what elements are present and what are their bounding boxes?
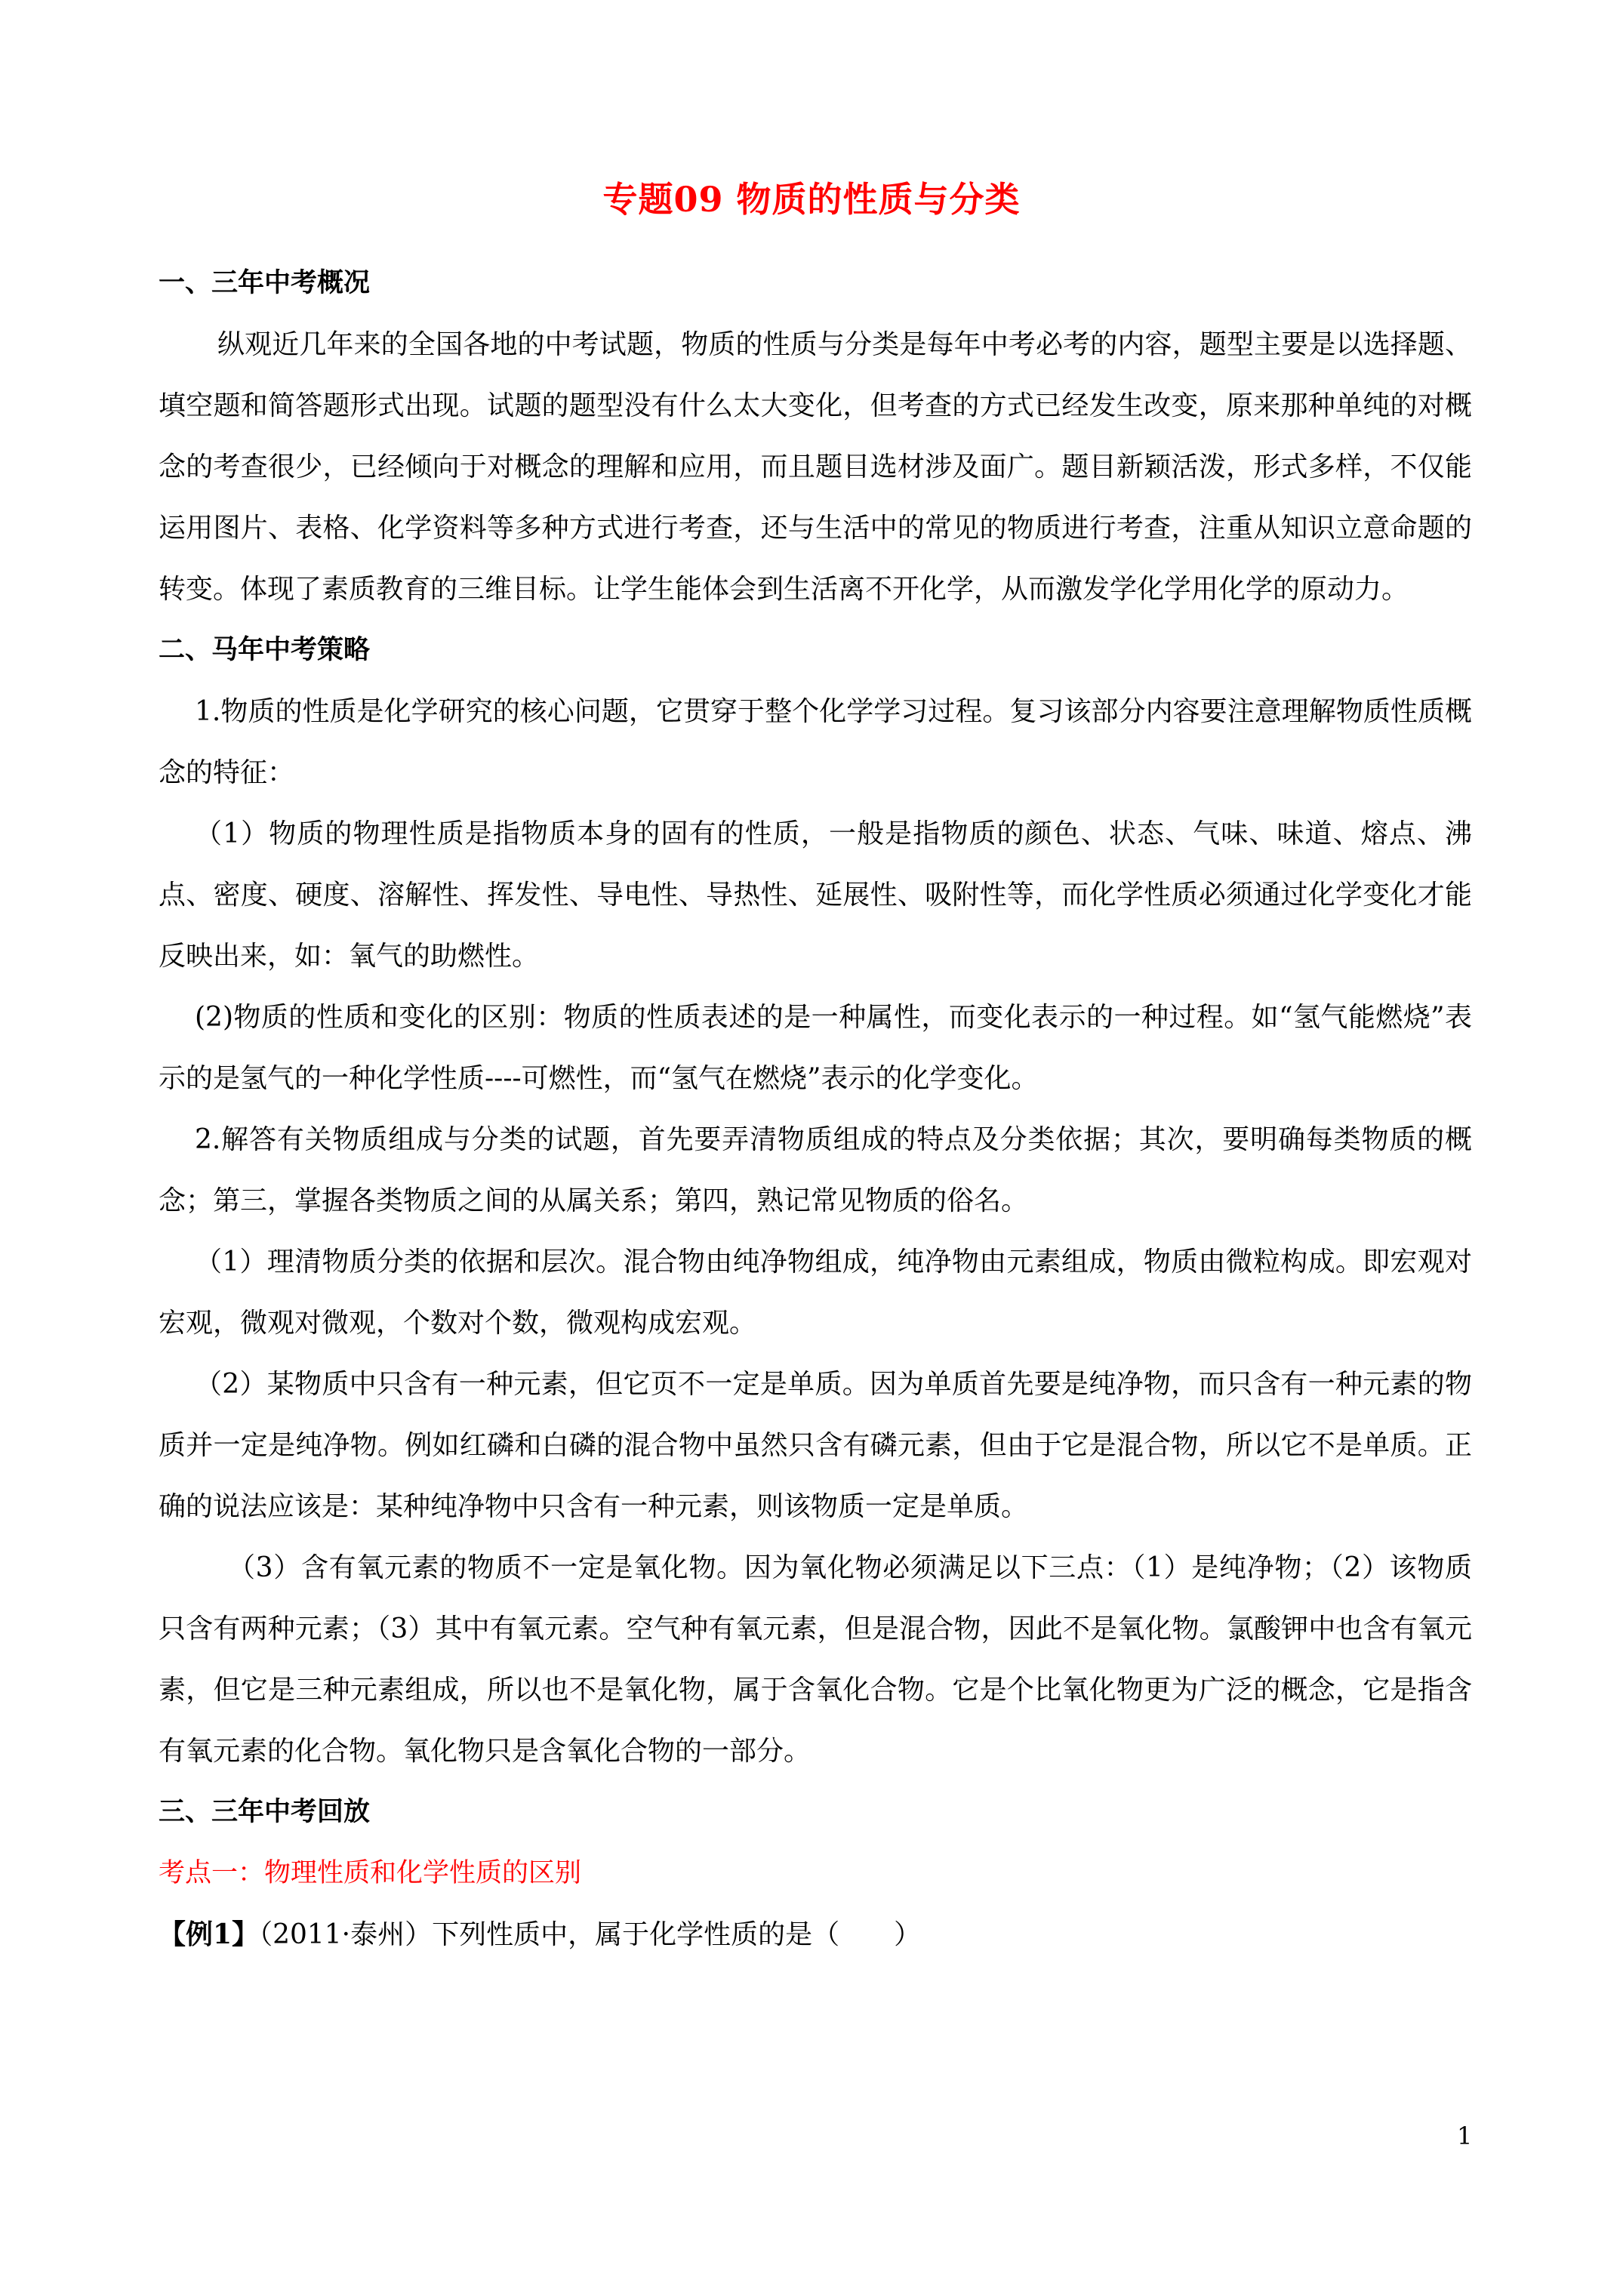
example-label: 【例1】 <box>159 1918 260 1950</box>
section-2-paragraph-3: (2)物质的性质和变化的区别：物质的性质表述的是一种属性，而变化表示的一种过程。如“氢气能燃烧”表示的是氢气的一种化学性质----可燃性，而“氢气在燃烧”表示的化学变化。 <box>159 1002 1472 1094</box>
section-1-heading: 一、三年中考概况 <box>159 268 371 298</box>
section-2-heading: 二、马年中考策略 <box>159 635 371 665</box>
kaodian-1-heading: 考点一：物理性质和化学性质的区别 <box>159 1858 582 1888</box>
section-1-paragraph: 纵观近几年来的全国各地的中考试题，物质的性质与分类是每年中考必考的内容，题型主要是以选择题、填空题和简答题形式出现。试题的题型没有什么太大变化，但考查的方式已经发生改变，原来那种单纯的对概念的考查很少，已经倾向于对概念的理解和应用，而且题目选材涉及面广。题目新颖活泼，形式多样，不仅能运用图片、表格、化学资料等多种方式进行考查，还与生活中的常见的物质进行考查，注重从知识立意命题的转变。体现了素质教育的三维目标。让学生能体会到生活离不开化学，从而激发学化学用化学的原动力。 <box>159 329 1472 605</box>
page-number: 1 <box>1457 2122 1473 2150</box>
page-title: 专题09 物质的性质与分类 <box>602 179 1021 220</box>
example-question: （2011·泰州）下列性质中，属于化学性质的是（ ） <box>259 1919 922 1950</box>
section-3-heading: 三、三年中考回放 <box>159 1797 371 1827</box>
section-2-paragraph-7: （3）含有氧元素的物质不一定是氧化物。因为氧化物必须满足以下三点：（1）是纯净物；（2）该物质只含有两种元素；（3）其中有氧元素。空气种有氧元素，但是混合物，因此不是氧化物。氯酸钾中也含有氧元素，但它是三种元素组成，所以也不是氧化物，属于含氧化合物。它是个比氧化物更为广泛的概念，它是指含有氧元素的化合物。氧化物只是含氧化合物的一部分。 <box>159 1552 1472 1767</box>
section-2-paragraph-4: 2.解答有关物质组成与分类的试题，首先要弄清物质组成的特点及分类依据；其次，要明确每类物质的概念；第三，掌握各类物质之间的从属关系；第四，熟记常见物质的俗名。 <box>159 1124 1472 1216</box>
section-2-paragraph-5: （1）理清物质分类的依据和层次。混合物由纯净物组成，纯净物由元素组成，物质由微粒构成。即宏观对宏观，微观对微观，个数对个数，微观构成宏观。 <box>159 1247 1472 1339</box>
section-2-paragraph-6: （2）某物质中只含有一种元素，但它页不一定是单质。因为单质首先要是纯净物，而只含有一种元素的物质并一定是纯净物。例如红磷和白磷的混合物中虽然只含有磷元素，但由于它是混合物，所以它不是单质。正确的说法应该是：某种纯净物中只含有一种元素，则该物质一定是单质。 <box>159 1369 1472 1522</box>
example-1 <box>159 1904 1472 1965</box>
section-2-paragraph-1: 1.物质的性质是化学研究的核心问题，它贯穿于整个化学学习过程。复习该部分内容要注意理解物质性质概念的特征： <box>159 696 1472 788</box>
document-body <box>159 253 1472 1965</box>
section-2-paragraph-2: （1）物质的物理性质是指物质本身的固有的性质，一般是指物质的颜色、状态、气味、味道、熔点、沸点、密度、硬度、溶解性、挥发性、导电性、导热性、延展性、吸附性等，而化学性质必须通过化学变化才能反映出来，如：氧气的助燃性。 <box>159 818 1472 972</box>
